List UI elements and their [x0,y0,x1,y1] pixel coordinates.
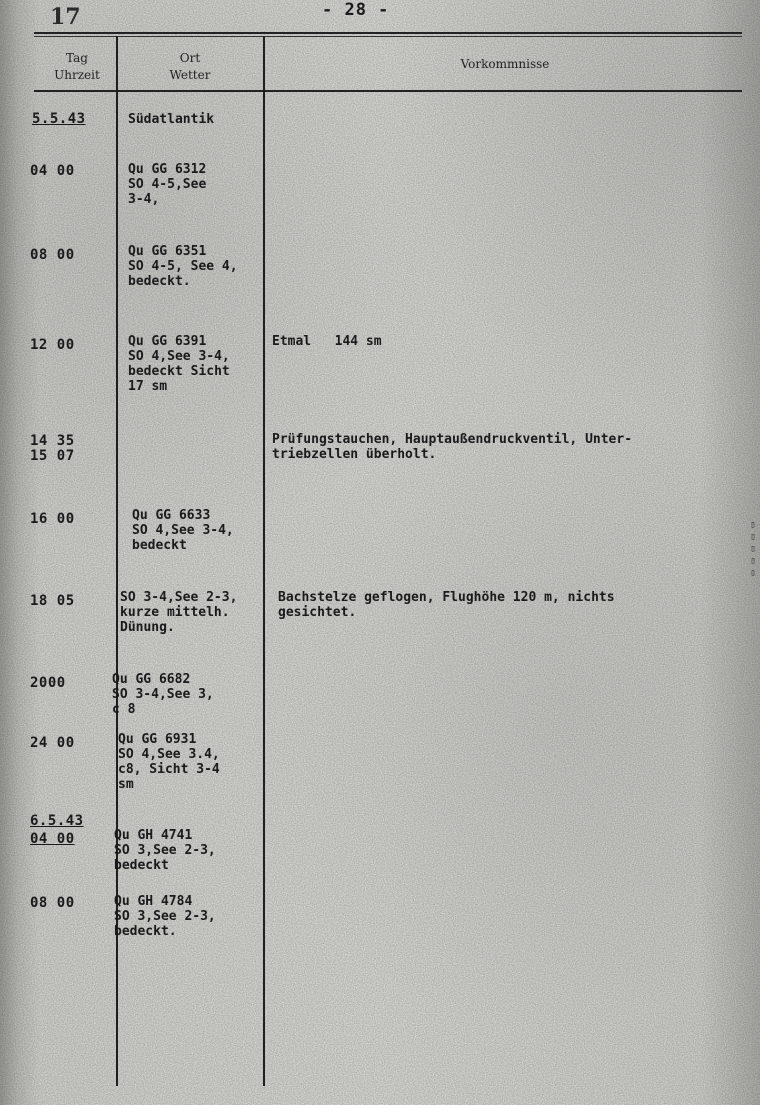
entry-ort: Qu GH 4784 SO 3,See 2-3, bedeckt. [114,894,216,939]
header-bottom-rule [34,90,742,92]
table-top-rule [34,32,742,34]
entry-ort: Qu GG 6931 SO 4,See 3.4, c8, Sicht 3-4 sm [118,732,220,792]
entry-time: 5.5.43 [32,111,86,127]
table-top-rule-inner [34,36,742,37]
header-tag-uhrzeit: Tag Uhrzeit [54,51,100,82]
entry-time: 18 05 [30,593,75,609]
entry-ort: Qu GH 4741 SO 3,See 2-3, bedeckt [114,828,216,873]
entry-ort: Qu GG 6391 SO 4,See 3-4, bedeckt Sicht 17 sm [128,334,230,394]
column-divider-2 [263,36,265,1086]
entry-vorkommnis: Bachstelze geflogen, Flughöhe 120 m, nichts gesichtet. [278,590,615,620]
entry-time: 08 00 [30,247,75,263]
entry-ort: Qu GG 6351 SO 4-5, See 4, bedeckt. [128,244,238,289]
header-vorkommnisse: Vorkommnisse [460,57,550,71]
entry-time: 14 35 15 07 [30,433,75,464]
corner-mark: 17 [50,4,81,30]
entry-ort: Südatlantik [128,112,215,127]
entry-vorkommnis: Prüfungstauchen, Hauptaußendruckventil, Unter- triebzellen überholt. [272,432,633,462]
page-number: - 28 - [322,0,390,20]
entry-time: 04 00 [30,163,75,179]
entry-time: 2000 [30,675,66,691]
entry-time: 24 00 [30,735,75,751]
entry-ort: Qu GG 6633 SO 4,See 3-4, bedeckt [132,508,234,553]
margin-mark: ▯▯▯▯▯ [748,520,758,580]
entry-time: 12 00 [30,337,75,353]
entry-time: 16 00 [30,511,75,527]
header-ort-wetter: Ort Wetter [169,51,211,82]
entry-time: 08 00 [30,895,75,911]
entry-ort: SO 3-4,See 2-3, kurze mittelh. Dünung. [120,590,238,635]
entry-time: 6.5.43 04 00 [30,813,84,847]
entry-vorkommnis: Etmal 144 sm [272,334,382,349]
entry-ort: Qu GG 6312 SO 4-5,See 3-4, [128,162,207,207]
entry-ort: Qu GG 6682 SO 3-4,See 3, c 8 [112,672,214,717]
